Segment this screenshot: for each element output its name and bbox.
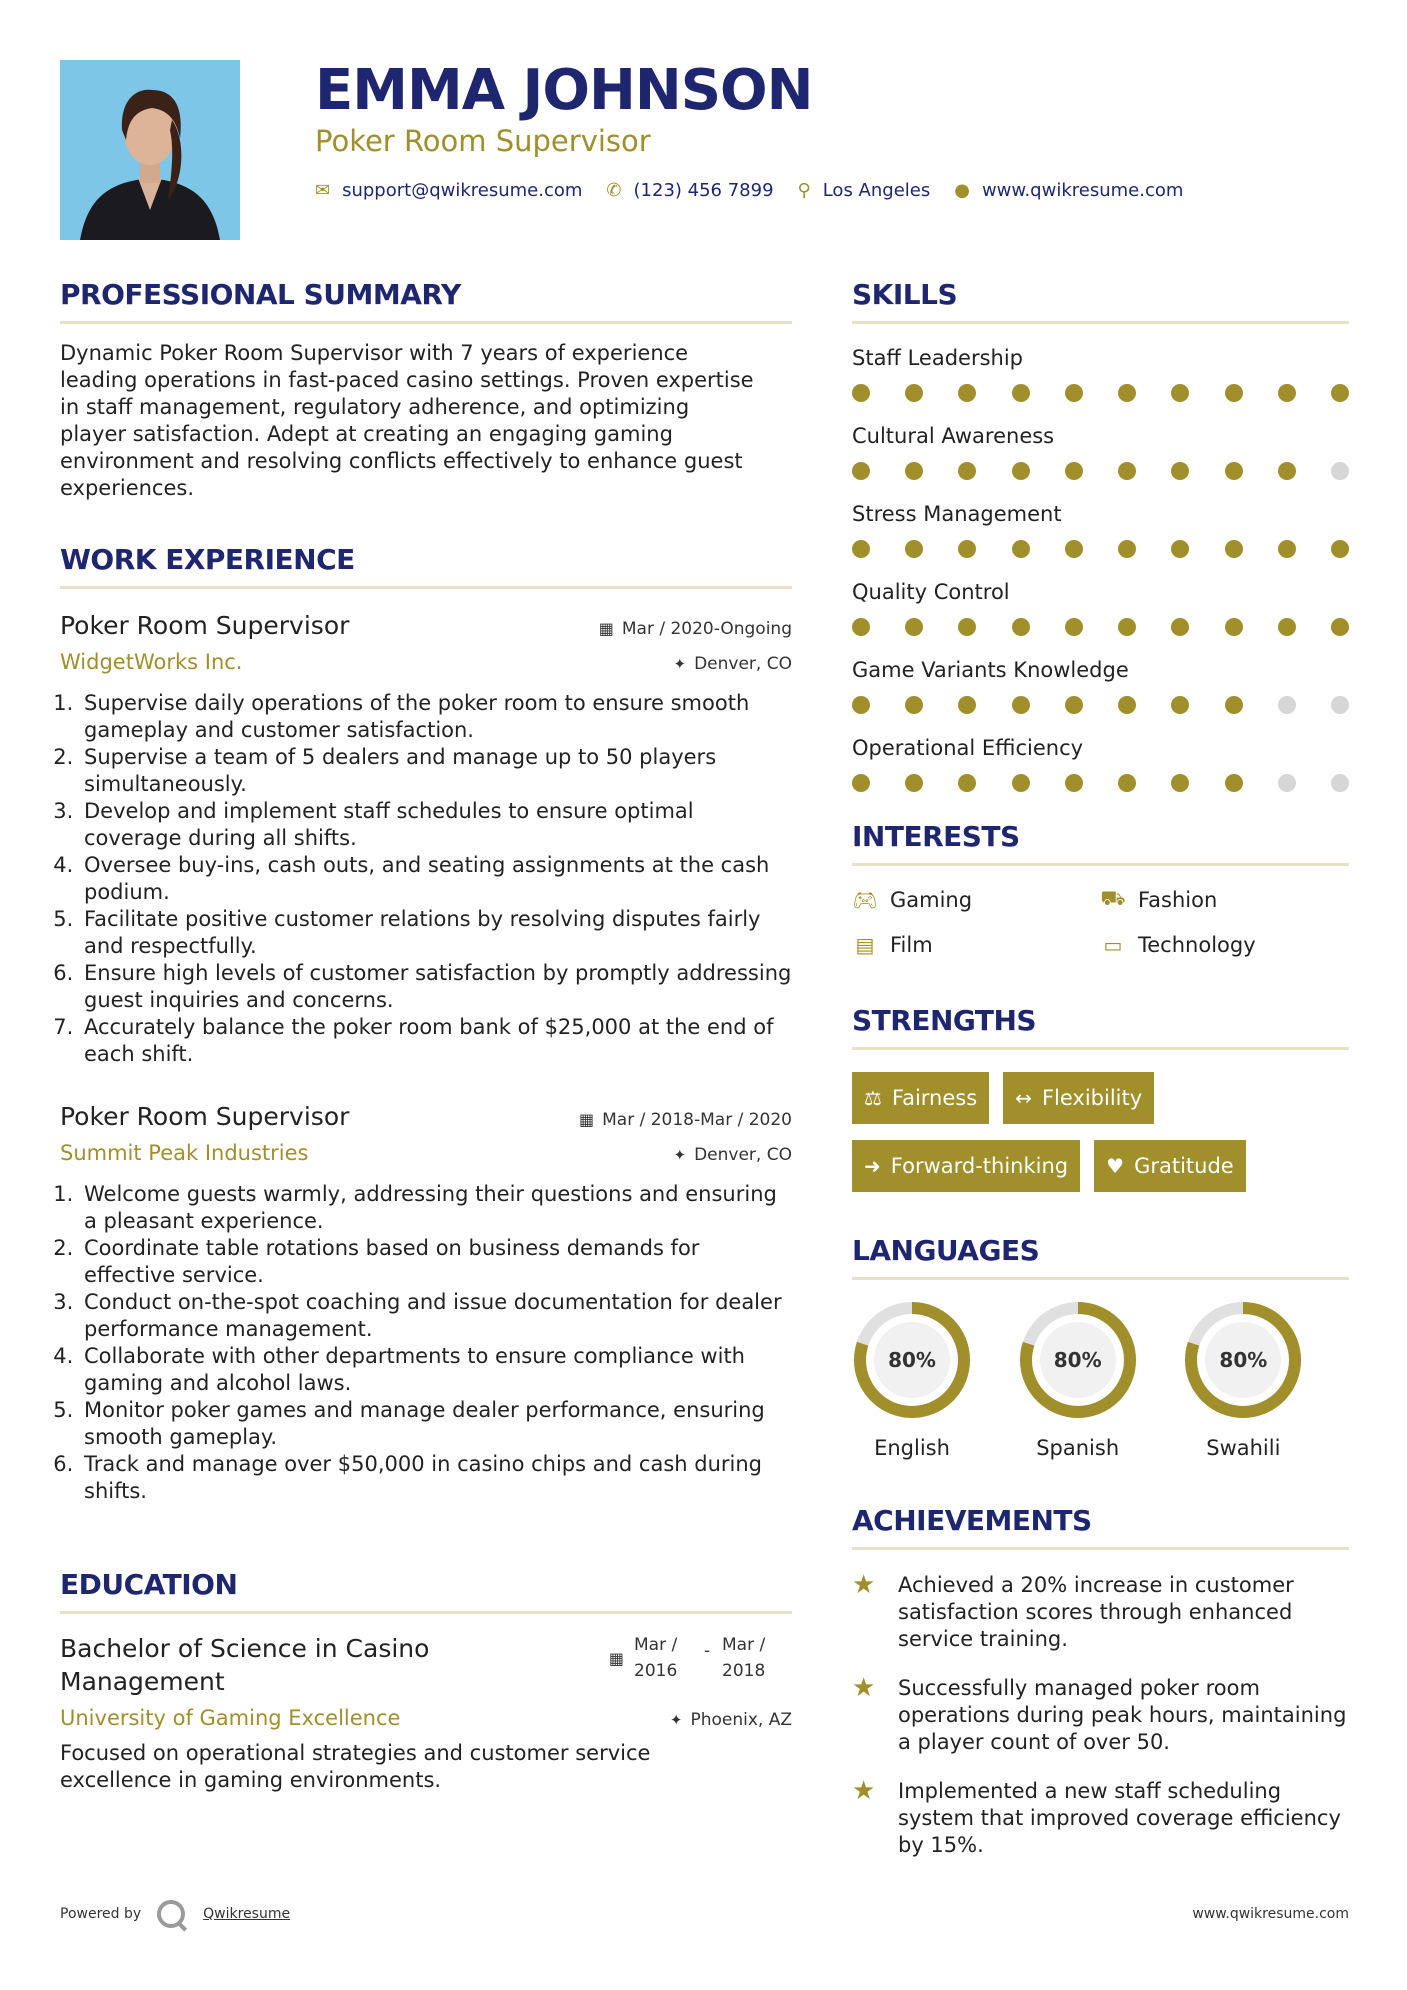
school-location: Phoenix, AZ — [690, 1710, 792, 1730]
language-item — [1183, 1300, 1349, 1460]
section-divider — [60, 321, 792, 324]
education-section — [60, 1568, 792, 1794]
section-divider — [852, 1277, 1349, 1280]
film-icon: ▤ — [855, 933, 875, 957]
balance-scale-icon: ⚖ — [864, 1086, 882, 1110]
skill-item — [852, 736, 1349, 792]
rating-dot-filled — [1225, 540, 1243, 558]
strength-label: Fairness — [891, 1086, 978, 1110]
skill-name: Cultural Awareness — [852, 424, 1055, 448]
star-icon: ★ — [852, 1776, 876, 1806]
rating-dot-filled — [1225, 696, 1243, 714]
rating-dot-filled — [1012, 618, 1030, 636]
duty-item: 6. Track and manage over $50,000 in casino chips and cash during shifts. — [80, 1451, 792, 1505]
skill-name: Quality Control — [852, 580, 1010, 604]
rating-dot-empty — [1331, 774, 1349, 792]
rating-dot-filled — [1225, 462, 1243, 480]
language-item — [1018, 1300, 1184, 1460]
rating-dot-filled — [1171, 384, 1189, 402]
skill-item — [852, 424, 1349, 480]
skills-section — [852, 278, 1349, 792]
candidate-title: Poker Room Supervisor — [315, 124, 651, 158]
achievement-text: Successfully managed poker room operations during peak hours, maintaining a player count of over 50. — [898, 1676, 1347, 1754]
rating-dot-filled — [1118, 540, 1136, 558]
rating-dot-filled — [1278, 384, 1296, 402]
strength-tag — [852, 1072, 989, 1124]
interest-item — [1100, 886, 1349, 913]
rating-dot-empty — [1278, 774, 1296, 792]
website-text: www.qwikresume.com — [981, 180, 1184, 201]
rating-dot-filled — [1331, 618, 1349, 636]
profile-photo — [60, 60, 240, 240]
gamepad-icon: 🎮︎ — [852, 887, 878, 912]
rating-dot-filled — [1118, 618, 1136, 636]
end-month: Mar / — [722, 1635, 766, 1655]
calendar-icon: ▦ — [598, 619, 614, 638]
duty-item: 1. Supervise daily operations of the poker room to ensure smooth gameplay and customer satisfaction. — [80, 690, 792, 744]
achievement-item — [852, 1572, 1349, 1653]
skill-rating — [852, 384, 1349, 402]
rating-dot-filled — [1171, 540, 1189, 558]
skill-item — [852, 346, 1349, 402]
education-heading: EDUCATION — [60, 1568, 238, 1601]
strength-tag — [852, 1140, 1080, 1192]
date-separator: - — [704, 1641, 711, 1661]
rating-dot-filled — [1278, 462, 1296, 480]
achievement-item — [852, 1675, 1349, 1756]
candidate-name: EMMA JOHNSON — [315, 58, 813, 123]
strength-label: Gratitude — [1134, 1154, 1234, 1178]
strength-label: Forward-thinking — [890, 1154, 1069, 1178]
laptop-icon: ▭ — [1103, 933, 1123, 957]
achievement-text: Implemented a new staff scheduling system that improved coverage efficiency by 15%. — [898, 1779, 1341, 1857]
duty-item: 3. Develop and implement staff schedules to ensure optimal coverage during all shifts. — [80, 798, 792, 852]
strength-tag — [1003, 1072, 1154, 1124]
rating-dot-filled — [1012, 540, 1030, 558]
strength-tag — [1094, 1140, 1246, 1192]
rating-dot-filled — [905, 462, 923, 480]
duty-item: 5. Monitor poker games and manage dealer performance, ensuring smooth gameplay. — [80, 1397, 792, 1451]
language-item — [852, 1300, 1018, 1460]
languages-section — [852, 1234, 1349, 1460]
rating-dot-filled — [1225, 774, 1243, 792]
start-month: Mar / — [634, 1635, 678, 1655]
duty-item: 7. Accurately balance the poker room bank of $25,000 at the end of each shift. — [80, 1014, 792, 1068]
heart-icon: ♥ — [1106, 1154, 1125, 1178]
language-ring — [852, 1300, 972, 1420]
rating-dot-filled — [1118, 462, 1136, 480]
strengths-heading: STRENGTHS — [852, 1004, 1037, 1037]
interests-heading: INTERESTS — [852, 820, 1020, 853]
section-divider — [852, 321, 1349, 324]
skill-rating — [852, 774, 1349, 792]
section-divider — [852, 1547, 1349, 1550]
rating-dot-filled — [1065, 462, 1083, 480]
language-percent: 80% — [1053, 1348, 1102, 1372]
rating-dot-filled — [1171, 774, 1189, 792]
interest-item — [1100, 933, 1349, 957]
map-pin-icon: ⚲ — [797, 180, 811, 201]
rating-dot-filled — [1118, 696, 1136, 714]
calendar-icon: ▦ — [608, 1649, 624, 1668]
rating-dot-filled — [1118, 774, 1136, 792]
rating-dot-empty — [1278, 696, 1296, 714]
portrait-image — [60, 60, 240, 240]
rating-dot-filled — [905, 540, 923, 558]
rating-dot-filled — [852, 774, 870, 792]
language-name: Swahili — [1206, 1436, 1281, 1460]
skill-item — [852, 502, 1349, 558]
interest-label: Film — [890, 933, 933, 957]
rating-dot-filled — [1225, 384, 1243, 402]
rating-dot-filled — [852, 462, 870, 480]
rating-dot-filled — [1278, 618, 1296, 636]
rating-dot-filled — [905, 618, 923, 636]
rating-dot-filled — [958, 618, 976, 636]
education-dates — [609, 1632, 792, 1698]
language-percent: 80% — [888, 1348, 936, 1372]
job-location: Denver, CO — [694, 1145, 792, 1165]
rating-dot-empty — [1331, 462, 1349, 480]
end-year: 2018 — [722, 1661, 766, 1681]
rating-dot-filled — [1171, 696, 1189, 714]
rating-dot-filled — [1012, 384, 1030, 402]
language-ring — [1018, 1300, 1138, 1420]
section-divider — [60, 586, 792, 589]
job-entry-2 — [60, 1102, 792, 1505]
strength-label: Flexibility — [1041, 1086, 1143, 1110]
rating-dot-filled — [1225, 618, 1243, 636]
rating-dot-filled — [1278, 540, 1296, 558]
rating-dot-filled — [905, 384, 923, 402]
star-icon: ★ — [852, 1673, 876, 1703]
email-text: support@qwikresume.com — [342, 180, 583, 201]
footer-powered-by — [60, 1900, 290, 1928]
rating-dot-filled — [1065, 618, 1083, 636]
skill-name: Stress Management — [852, 502, 1062, 526]
interest-item — [852, 886, 1100, 913]
achievements-section — [852, 1504, 1349, 1859]
qwikresume-logo-icon — [157, 1900, 185, 1928]
rating-dot-filled — [1012, 462, 1030, 480]
brand-link[interactable]: Qwikresume — [203, 1906, 291, 1922]
company-name: WidgetWorks Inc. — [60, 650, 243, 674]
job-date: Mar / 2018-Mar / 2020 — [602, 1109, 792, 1130]
language-ring — [1183, 1300, 1303, 1420]
star-icon: ★ — [852, 1570, 876, 1600]
skill-item — [852, 580, 1349, 636]
rating-dot-filled — [1065, 540, 1083, 558]
interest-label: Technology — [1138, 933, 1256, 957]
pushpin-icon: ✦ — [673, 655, 687, 673]
rating-dot-filled — [958, 774, 976, 792]
achievement-text: Achieved a 20% increase in customer satisfaction scores through enhanced service training. — [898, 1573, 1294, 1651]
skill-name: Operational Efficiency — [852, 736, 1084, 760]
duty-item: 2. Supervise a team of 5 dealers and manage up to 50 players simultaneously. — [80, 744, 792, 798]
duty-list — [60, 690, 792, 1068]
section-divider — [60, 1611, 792, 1614]
rating-dot-filled — [1012, 774, 1030, 792]
powered-by-text: Powered by — [60, 1906, 142, 1922]
skills-heading: SKILLS — [852, 278, 958, 311]
rating-dot-filled — [1065, 384, 1083, 402]
rating-dot-filled — [852, 384, 870, 402]
skill-rating — [852, 696, 1349, 714]
duty-item: 1. Welcome guests warmly, addressing their questions and ensuring a pleasant experience. — [80, 1181, 792, 1235]
language-name: English — [874, 1436, 950, 1460]
rating-dot-filled — [905, 696, 923, 714]
school-name: University of Gaming Excellence — [60, 1706, 401, 1730]
globe-icon: ● — [954, 180, 970, 201]
rating-dot-filled — [1065, 696, 1083, 714]
rating-dot-filled — [958, 696, 976, 714]
envelope-icon: ✉ — [315, 180, 331, 201]
job-date: Mar / 2020-Ongoing — [621, 618, 792, 639]
duty-item: 4. Oversee buy-ins, cash outs, and seating assignments at the cash podium. — [80, 852, 792, 906]
degree-title: Bachelor of Science in Casino Management — [60, 1634, 430, 1696]
contact-website[interactable] — [954, 180, 1183, 201]
rating-dot-filled — [852, 540, 870, 558]
start-year: 2016 — [634, 1661, 678, 1681]
skill-name: Staff Leadership — [852, 346, 1023, 370]
achievement-item — [852, 1778, 1349, 1859]
company-name: Summit Peak Industries — [60, 1141, 309, 1165]
skill-rating — [852, 462, 1349, 480]
rating-dot-filled — [905, 774, 923, 792]
summary-text: Dynamic Poker Room Supervisor with 7 years of experience leading operations in fast-paced casino settings. Proven expertise in staff management, regulatory adherence, and optimizing player satisfaction. Adept at creating an engaging gaming environment and resolving conflicts effectively to enhance guest experiences. — [60, 341, 754, 500]
rating-dot-empty — [1331, 696, 1349, 714]
pushpin-icon: ✦ — [673, 1146, 687, 1164]
interest-label: Gaming — [890, 887, 973, 912]
rating-dot-filled — [1331, 540, 1349, 558]
duty-list — [60, 1181, 792, 1505]
job-location: Denver, CO — [694, 654, 792, 674]
duty-item: 6. Ensure high levels of customer satisfaction by promptly addressing guest inquiries and concerns. — [80, 960, 792, 1014]
language-percent: 80% — [1219, 1348, 1268, 1372]
languages-heading: LANGUAGES — [852, 1234, 1040, 1267]
skill-rating — [852, 618, 1349, 636]
arrows-horizontal-icon: ↔ — [1015, 1086, 1032, 1110]
rating-dot-filled — [958, 540, 976, 558]
summary-heading: PROFESSIONAL SUMMARY — [60, 278, 461, 311]
contact-phone[interactable] — [606, 180, 773, 201]
pushpin-icon: ✦ — [669, 1711, 683, 1729]
skill-name: Game Variants Knowledge — [852, 658, 1129, 682]
summary-section — [60, 278, 792, 502]
section-divider — [852, 863, 1349, 866]
experience-section — [60, 543, 792, 1505]
achievements-heading: ACHIEVEMENTS — [852, 1504, 1092, 1537]
skills-list — [852, 346, 1349, 792]
duty-item: 3. Conduct on-the-spot coaching and issue documentation for dealer performance management. — [80, 1289, 792, 1343]
shopping-bag-icon: ⛟ — [1100, 886, 1126, 910]
rating-dot-filled — [1065, 774, 1083, 792]
contact-location — [798, 180, 931, 201]
rating-dot-filled — [1171, 618, 1189, 636]
interest-item — [852, 933, 1100, 957]
section-divider — [852, 1047, 1349, 1050]
duty-item: 4. Collaborate with other departments to ensure compliance with gaming and alcohol laws. — [80, 1343, 792, 1397]
duty-item: 5. Facilitate positive customer relations by resolving disputes fairly and respectfully. — [80, 906, 792, 960]
rating-dot-filled — [1171, 462, 1189, 480]
arrow-right-icon: ➜ — [864, 1154, 881, 1178]
rating-dot-filled — [1012, 696, 1030, 714]
location-text: Los Angeles — [822, 180, 931, 201]
interests-section — [852, 820, 1349, 957]
phone-text: (123) 456 7899 — [633, 180, 774, 201]
rating-dot-filled — [958, 384, 976, 402]
phone-icon: ✆ — [606, 180, 622, 201]
contact-email[interactable] — [315, 180, 582, 201]
skill-rating — [852, 540, 1349, 558]
duty-item: 2. Coordinate table rotations based on business demands for effective service. — [80, 1235, 792, 1289]
rating-dot-filled — [852, 696, 870, 714]
rating-dot-filled — [852, 618, 870, 636]
job-title: Poker Room Supervisor — [60, 611, 350, 640]
rating-dot-filled — [1118, 384, 1136, 402]
strengths-section — [852, 1004, 1349, 1208]
calendar-icon: ▦ — [578, 1110, 595, 1129]
job-title: Poker Room Supervisor — [60, 1102, 350, 1131]
job-entry-1 — [60, 611, 792, 1068]
footer-website[interactable]: www.qwikresume.com — [1192, 1906, 1349, 1922]
education-description: Focused on operational strategies and customer service excellence in gaming environments. — [60, 1741, 651, 1792]
experience-heading: WORK EXPERIENCE — [60, 543, 355, 576]
rating-dot-filled — [1331, 384, 1349, 402]
language-name: Spanish — [1036, 1436, 1120, 1460]
interest-label: Fashion — [1138, 887, 1218, 912]
rating-dot-filled — [958, 462, 976, 480]
skill-item — [852, 658, 1349, 714]
contact-bar — [315, 180, 1207, 201]
